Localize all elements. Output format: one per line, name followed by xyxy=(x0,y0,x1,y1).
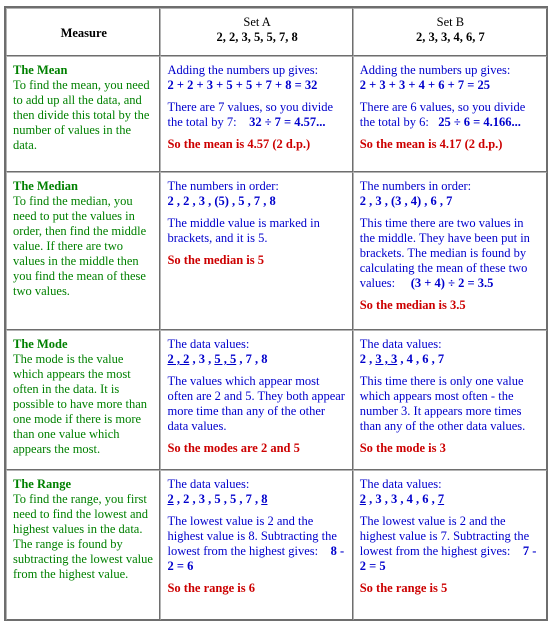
median-b-order: 2 , 3 , (3 , 4) , 6 , 7 xyxy=(359,194,453,208)
mean-a-calc: 32 ÷ 7 = 4.57... xyxy=(249,115,326,129)
set-a-values: 2, 2, 3, 5, 5, 7, 8 xyxy=(216,30,298,44)
range-a-intro: The data values: xyxy=(167,477,250,491)
mode-a-text: The values which appear most often are 2 and 5. They both appear more time than any of the other data values. xyxy=(167,374,345,433)
median-title: The Median xyxy=(13,179,78,193)
mean-a-sum: 2 + 2 + 3 + 5 + 5 + 7 + 8 = 32 xyxy=(167,78,318,92)
mode-title: The Mode xyxy=(13,337,68,351)
mode-a-result: So the modes are 2 and 5 xyxy=(167,441,300,455)
range-b-low: 2 xyxy=(359,492,366,506)
set-b-header xyxy=(353,8,547,56)
range-b-text: The lowest value is 2 and the highest value is 7. Subtracting the lowest from the highest gives: xyxy=(359,514,530,558)
range-b-values xyxy=(360,492,541,507)
statistics-table xyxy=(4,6,548,621)
range-b-calc: 7 - 2 = 5 xyxy=(359,544,537,573)
range-b-explanation xyxy=(360,514,541,574)
range-b-result: So the range is 5 xyxy=(359,581,448,595)
median-b-calc: (3 + 4) ÷ 2 = 3.5 xyxy=(410,276,494,290)
range-b-mid: , 3 , 3 , 4 , 6 , xyxy=(365,492,438,506)
mode-b-intro: The data values: xyxy=(359,337,442,351)
mean-set-a-cell xyxy=(160,56,352,172)
median-b-result: So the median is 3.5 xyxy=(359,298,466,312)
median-b-text: This time there are two values in the middle. They have been put in brackets. The median is found by calculating the mean of these two values: xyxy=(359,216,530,290)
set-b-name: Set B xyxy=(436,15,465,29)
measure-header: Measure xyxy=(6,8,160,56)
mean-measure-cell xyxy=(6,56,160,172)
mode-a-intro: The data values: xyxy=(167,337,250,351)
mean-a-intro: Adding the numbers up gives: xyxy=(167,63,319,77)
range-row xyxy=(6,470,547,620)
mean-b-sum: 2 + 3 + 3 + 4 + 6 + 7 = 25 xyxy=(359,78,490,92)
median-b-explanation xyxy=(360,216,541,291)
range-set-b-cell xyxy=(353,470,547,620)
mean-b-result: So the mean is 4.17 (2 d.p.) xyxy=(359,137,503,151)
mode-set-b-cell xyxy=(353,330,547,470)
range-description: To find the range, you first need to find the lowest and highest values in the data. The range is found by subtracting the lowest value from the highest value. xyxy=(13,492,153,581)
mode-a-values-1: 2 , 2 xyxy=(167,352,190,366)
median-a-intro: The numbers in order: xyxy=(167,179,279,193)
range-a-mid: , 2 , 3 , 5 , 5 , 7 , xyxy=(173,492,262,506)
range-a-low: 2 xyxy=(167,492,174,506)
mean-a-text: There are 7 values, so you divide the total by 7: xyxy=(167,100,334,129)
mean-a-explanation xyxy=(167,100,346,130)
median-set-b-cell xyxy=(353,172,547,330)
mean-b-calc: 25 ÷ 6 = 4.166... xyxy=(438,115,521,129)
header-row xyxy=(6,8,547,56)
range-a-high: 8 xyxy=(261,492,268,506)
median-row xyxy=(6,172,547,330)
median-set-a-cell xyxy=(160,172,352,330)
mode-a-values-4: , 7 , 8 xyxy=(236,352,268,366)
set-a-header xyxy=(160,8,352,56)
set-a-name: Set A xyxy=(243,15,271,29)
mode-a-values xyxy=(167,352,346,367)
mean-b-explanation xyxy=(360,100,541,130)
mode-description: The mode is the value which appears the most often in the data. It is possible to have more than one mode if there is more than one value which appears the most. xyxy=(13,352,147,456)
mode-a-values-3: 5 , 5 xyxy=(214,352,237,366)
set-b-values: 2, 3, 3, 4, 6, 7 xyxy=(415,30,485,44)
median-a-order: 2 , 2 , 3 , (5) , 5 , 7 , 8 xyxy=(167,194,276,208)
range-a-text: The lowest value is 2 and the highest value is 8. Subtracting the lowest from the highest gives: xyxy=(167,514,337,558)
median-b-intro: The numbers in order: xyxy=(359,179,472,193)
mean-b-text: There are 6 values, so you divide the total by 6: xyxy=(359,100,526,129)
range-set-a-cell xyxy=(160,470,352,620)
mode-b-text: This time there is only one value which appears most often - the number 3. It appears more times than any of the other data values. xyxy=(359,374,526,433)
range-a-explanation xyxy=(167,514,346,574)
mode-b-values-3: , 4 , 6 , 7 xyxy=(397,352,445,366)
range-a-result: So the range is 6 xyxy=(167,581,255,595)
range-measure-cell xyxy=(6,470,160,620)
mean-title: The Mean xyxy=(13,63,68,77)
mean-row xyxy=(6,56,547,172)
mean-set-b-cell xyxy=(353,56,547,172)
mean-a-result: So the mean is 4.57 (2 d.p.) xyxy=(167,137,311,151)
mode-b-values-2: 3 , 3 xyxy=(375,352,398,366)
mode-set-a-cell xyxy=(160,330,352,470)
mode-measure-cell xyxy=(6,330,160,470)
mean-b-intro: Adding the numbers up gives: xyxy=(359,63,511,77)
median-measure-cell xyxy=(6,172,160,330)
range-title: The Range xyxy=(13,477,71,491)
range-b-intro: The data values: xyxy=(359,477,442,491)
median-a-result: So the median is 5 xyxy=(167,253,265,267)
range-a-values xyxy=(167,492,346,507)
mode-b-values-1: 2 , xyxy=(359,352,376,366)
median-a-text: The middle value is marked in brackets, and it is 5. xyxy=(167,216,320,245)
mode-b-result: So the mode is 3 xyxy=(359,441,446,455)
mode-row xyxy=(6,330,547,470)
range-a-calc: 8 - 2 = 6 xyxy=(167,544,345,573)
mean-description: To find the mean, you need to add up all the data, and then divide this total by the number of values in the data. xyxy=(13,78,150,152)
median-description: To find the median, you need to put the values in order, then find the middle value. If there are two values in the middle then you find the mean of these two values. xyxy=(13,194,147,298)
range-b-high: 7 xyxy=(437,492,445,506)
mode-a-values-2: , 3 , xyxy=(189,352,215,366)
mode-b-values xyxy=(360,352,541,367)
